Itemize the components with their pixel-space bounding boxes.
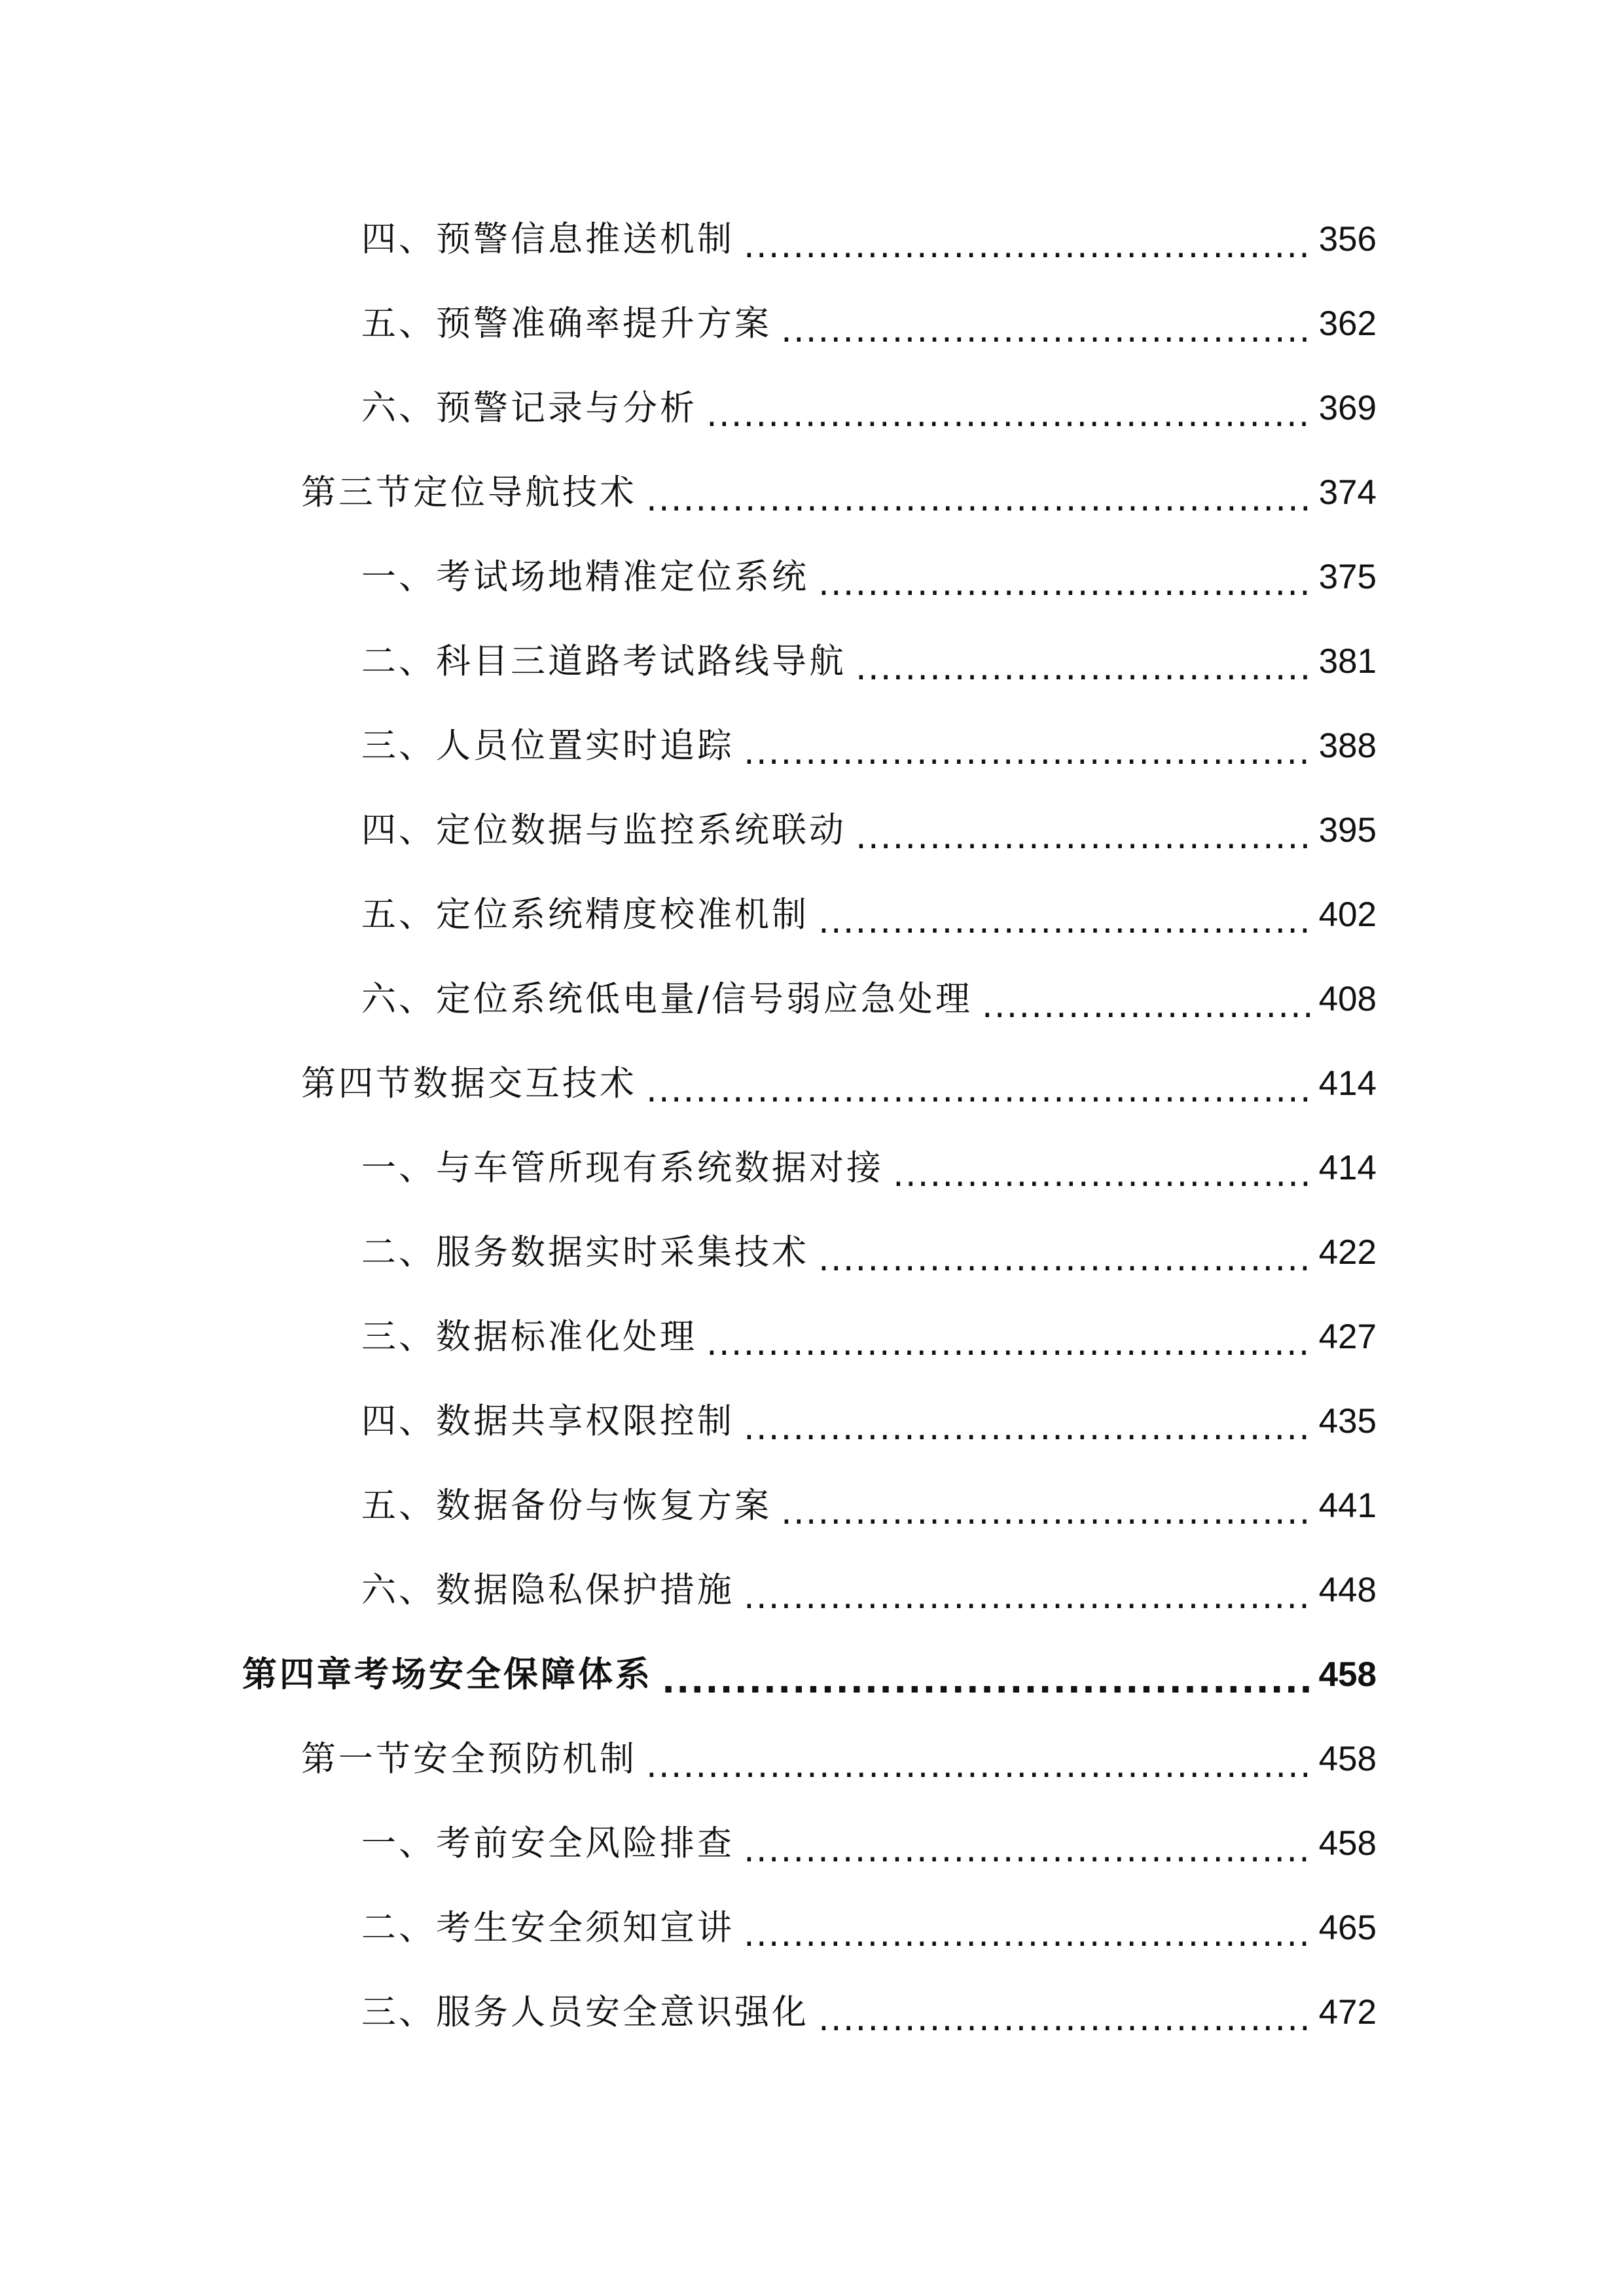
toc-entry-title: 第四节数据交互技术 bbox=[301, 1064, 637, 1103]
toc-entry[interactable] bbox=[361, 1818, 1377, 1870]
toc-entry[interactable] bbox=[361, 1311, 1377, 1363]
toc-page-number: 374 bbox=[1318, 473, 1377, 512]
toc-entry-title: 五、数据备份与恢复方案 bbox=[361, 1486, 772, 1526]
toc-page-number: 381 bbox=[1318, 642, 1377, 681]
toc-page-number: 362 bbox=[1318, 304, 1377, 343]
toc-dot-leader bbox=[818, 902, 1314, 941]
toc-entry[interactable] bbox=[361, 1986, 1377, 2039]
toc-dot-leader bbox=[856, 649, 1314, 688]
toc-entry-title: 三、服务人员安全意识强化 bbox=[361, 1992, 809, 2032]
toc-entry[interactable] bbox=[361, 973, 1377, 1026]
toc-entry[interactable] bbox=[361, 551, 1377, 603]
toc-dot-leader bbox=[662, 1662, 1314, 1701]
toc-entry[interactable] bbox=[361, 1395, 1377, 1448]
toc-dot-leader bbox=[781, 311, 1314, 350]
toc-page-number: 427 bbox=[1318, 1318, 1377, 1356]
toc-dot-leader bbox=[781, 1493, 1314, 1532]
toc-dot-leader bbox=[818, 2000, 1314, 2039]
toc-dot-leader bbox=[856, 817, 1314, 857]
toc-entry[interactable] bbox=[301, 467, 1377, 519]
toc-entry-title: 二、科目三道路考试路线导航 bbox=[361, 641, 846, 681]
toc-page-number: 388 bbox=[1318, 726, 1377, 765]
toc-dot-leader bbox=[646, 1071, 1314, 1110]
toc-dot-leader bbox=[818, 564, 1314, 603]
toc-dot-leader bbox=[646, 1746, 1314, 1785]
toc-page-number: 448 bbox=[1318, 1571, 1377, 1609]
toc-entry[interactable] bbox=[301, 1058, 1377, 1110]
toc-entry-title: 六、数据隐私保护措施 bbox=[361, 1570, 734, 1610]
toc-page-number: 408 bbox=[1318, 980, 1377, 1018]
toc-page-number: 356 bbox=[1318, 220, 1377, 259]
toc-entry-title: 四、预警信息推送机制 bbox=[361, 219, 734, 259]
toc-entry-title: 一、考试场地精准定位系统 bbox=[361, 557, 809, 597]
toc-entry-title: 第四章考场安全保障体系 bbox=[242, 1655, 653, 1695]
toc-page-number: 422 bbox=[1318, 1233, 1377, 1272]
toc-entry-title: 五、预警准确率提升方案 bbox=[361, 304, 772, 344]
toc-dot-leader bbox=[744, 733, 1314, 772]
toc-page-number: 369 bbox=[1318, 389, 1377, 427]
toc-dot-leader bbox=[744, 226, 1314, 266]
toc-chapter-entry[interactable] bbox=[242, 1649, 1377, 1701]
toc-page-number: 441 bbox=[1318, 1486, 1377, 1525]
toc-entry[interactable] bbox=[361, 298, 1377, 350]
toc-entry-title: 六、预警记录与分析 bbox=[361, 388, 697, 428]
toc-entry[interactable] bbox=[361, 382, 1377, 435]
toc-page-number: 414 bbox=[1318, 1149, 1377, 1187]
toc-entry-title: 四、定位数据与监控系统联动 bbox=[361, 810, 846, 850]
toc-dot-leader bbox=[706, 395, 1314, 435]
toc-page-number: 375 bbox=[1318, 558, 1377, 596]
toc-dot-leader bbox=[818, 1240, 1314, 1279]
toc-dot-leader bbox=[706, 1324, 1314, 1363]
toc-entry[interactable] bbox=[361, 1227, 1377, 1279]
toc-page-number: 465 bbox=[1318, 1909, 1377, 1947]
toc-page-number: 458 bbox=[1318, 1655, 1377, 1694]
toc-entry-title: 五、定位系统精度校准机制 bbox=[361, 895, 809, 935]
toc-entry[interactable] bbox=[361, 213, 1377, 266]
toc-dot-leader bbox=[893, 1155, 1314, 1194]
toc-entry-title: 二、考生安全须知宣讲 bbox=[361, 1908, 734, 1948]
toc-entry-title: 六、定位系统低电量/信号弱应急处理 bbox=[361, 979, 973, 1019]
toc-entry[interactable] bbox=[361, 1564, 1377, 1617]
toc-dot-leader bbox=[646, 480, 1314, 519]
toc-entry-title: 二、服务数据实时采集技术 bbox=[361, 1232, 809, 1272]
toc-dot-leader bbox=[744, 1577, 1314, 1617]
toc-entry[interactable] bbox=[361, 1142, 1377, 1194]
toc-entry[interactable] bbox=[361, 1902, 1377, 1954]
toc-entry[interactable] bbox=[361, 889, 1377, 941]
toc-page-number: 472 bbox=[1318, 1993, 1377, 2032]
toc-entry-title: 三、数据标准化处理 bbox=[361, 1317, 697, 1357]
toc-page-number: 458 bbox=[1318, 1740, 1377, 1778]
toc-entry[interactable] bbox=[301, 1733, 1377, 1785]
toc-entry-title: 第三节定位导航技术 bbox=[301, 473, 637, 512]
toc-page-number: 458 bbox=[1318, 1824, 1377, 1863]
toc-entry[interactable] bbox=[361, 720, 1377, 772]
toc-entry[interactable] bbox=[361, 636, 1377, 688]
toc-entry-title: 三、人员位置实时追踪 bbox=[361, 726, 734, 766]
toc-dot-leader bbox=[744, 1831, 1314, 1870]
toc-entry-title: 四、数据共享权限控制 bbox=[361, 1401, 734, 1441]
toc-entry-title: 一、考前安全风险排查 bbox=[361, 1823, 734, 1863]
toc-page-number: 435 bbox=[1318, 1402, 1377, 1441]
toc-dot-leader bbox=[982, 986, 1314, 1026]
toc-page-number: 395 bbox=[1318, 811, 1377, 850]
toc-entry-title: 第一节安全预防机制 bbox=[301, 1739, 637, 1779]
toc-dot-leader bbox=[744, 1915, 1314, 1954]
toc-dot-leader bbox=[744, 1408, 1314, 1448]
toc-entry[interactable] bbox=[361, 804, 1377, 857]
toc-page-number: 402 bbox=[1318, 895, 1377, 934]
toc-page-number: 414 bbox=[1318, 1064, 1377, 1103]
toc-entry[interactable] bbox=[361, 1480, 1377, 1532]
toc-entry-title: 一、与车管所现有系统数据对接 bbox=[361, 1148, 884, 1188]
